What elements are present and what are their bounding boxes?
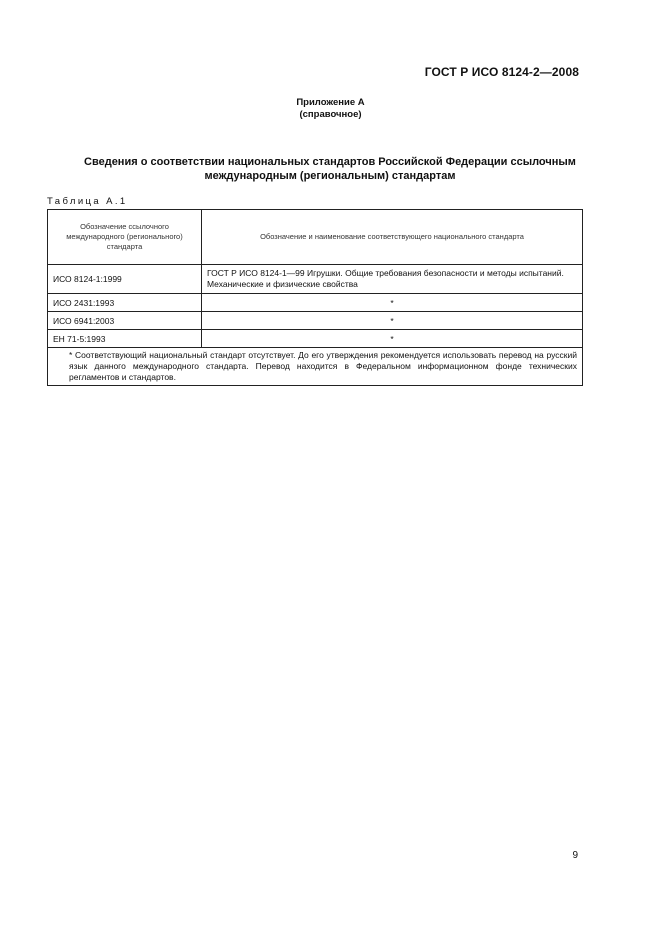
table-footnote-row <box>48 348 583 386</box>
section-heading-line-2: международным (региональным) стандартам <box>204 170 456 182</box>
section-heading-line-1: Сведения о соответствии национальных стандартов Российской Федерации ссылочным <box>84 156 576 168</box>
cell-intl-standard: ЕН 71-5:1993 <box>48 330 202 348</box>
annex-subtitle: (справочное) <box>299 109 362 120</box>
table-row <box>48 294 583 312</box>
table-caption: Таблица А.1 <box>47 196 128 207</box>
cell-national-standard: ГОСТ Р ИСО 8124-1—99 Игрушки. Общие требования безопасности и методы испытаний. Механические и физические свойства <box>202 265 583 294</box>
cell-intl-standard: ИСО 2431:1993 <box>48 294 202 312</box>
cell-intl-standard: ИСО 8124-1:1999 <box>48 265 202 294</box>
annex-label <box>0 97 661 121</box>
document-code: ГОСТ Р ИСО 8124-2—2008 <box>424 65 579 79</box>
table-header-row <box>48 210 583 265</box>
header-intl-standard: Обозначение ссылочного международного (регионального) стандарта <box>48 210 202 265</box>
cell-national-standard: * <box>202 294 583 312</box>
cell-national-standard: * <box>202 312 583 330</box>
table-footnote <box>48 348 583 386</box>
table-row <box>48 312 583 330</box>
reference-standards-table <box>47 209 583 386</box>
table-row <box>48 265 583 294</box>
cell-intl-standard: ИСО 6941:2003 <box>48 312 202 330</box>
page-number: 9 <box>572 850 578 861</box>
table-row <box>48 330 583 348</box>
section-heading <box>40 155 620 183</box>
annex-title: Приложение А <box>296 97 365 108</box>
cell-national-standard: * <box>202 330 583 348</box>
header-national-standard: Обозначение и наименование соответствующего национального стандарта <box>202 210 583 265</box>
footnote-text: * Соответствующий национальный стандарт отсутствует. До его утверждения рекомендуется использовать перевод на русский язык данного международного стандарта. Перевод находится в Федеральном информационном фонде технических регламентов и стандартов. <box>69 350 577 382</box>
